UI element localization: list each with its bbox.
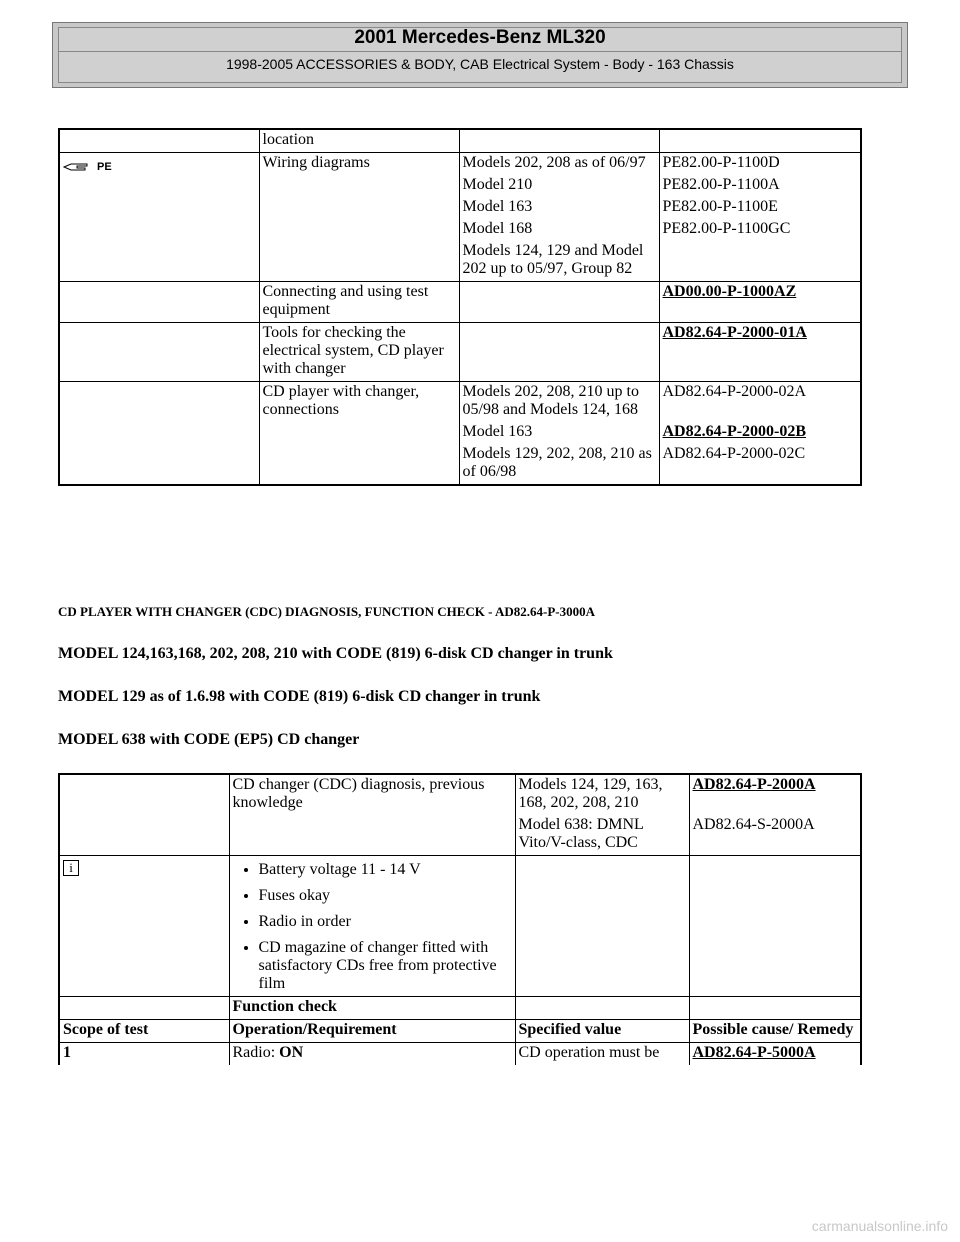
test-equipment-link[interactable]: AD00.00-P-1000AZ xyxy=(659,282,861,323)
model-cell: Model 638: DMNL Vito/V-class, CDC xyxy=(515,815,689,856)
code-cell: AD82.64-P-2000-02A xyxy=(659,382,861,423)
model-heading: MODEL 638 with CODE (EP5) CD changer xyxy=(58,731,360,748)
model-cell: Model 210 xyxy=(459,175,659,197)
tools-link[interactable]: AD82.64-P-2000-01A xyxy=(659,323,861,382)
model-cell: Model 168 xyxy=(459,219,659,241)
test-equipment-label: Connecting and using test equipment xyxy=(259,282,459,323)
header-divider xyxy=(59,51,901,52)
table-row xyxy=(59,129,861,153)
model-cell: Models 124, 129, 163, 168, 202, 208, 210 xyxy=(515,774,689,815)
table-row xyxy=(59,997,861,1020)
table-row xyxy=(59,323,861,382)
list-item: • CD magazine of changer fitted with satisfactory CDs free from protective film xyxy=(259,939,512,993)
operation-cell xyxy=(229,1043,515,1066)
diagnosis-link[interactable]: AD82.64-P-2000A xyxy=(689,774,861,815)
info-icon: i xyxy=(63,860,79,876)
column-header-row xyxy=(59,1020,861,1043)
model-cell: Models 202, 208 as of 06/97 xyxy=(459,153,659,176)
table-row xyxy=(59,1043,861,1066)
column-header: Scope of test xyxy=(59,1020,229,1043)
specified-value-cell: CD operation must be xyxy=(515,1043,689,1066)
pointing-hand-pe-icon xyxy=(63,158,112,176)
pe-label: PE xyxy=(97,161,112,173)
wiring-diagrams-label: Wiring diagrams xyxy=(259,153,459,282)
list-item: • Radio in order xyxy=(259,913,512,931)
code-cell: AD82.64-S-2000A xyxy=(689,815,861,856)
table-row xyxy=(59,153,861,176)
model-cell: Models 202, 208, 210 up to 05/98 and Models 124, 168 xyxy=(459,382,659,423)
operation-prefix: Radio: xyxy=(232,1044,280,1061)
document-subtitle: 1998-2005 ACCESSORIES & BODY, CAB Electrical System - Body - 163 Chassis xyxy=(226,56,734,72)
list-item: • Battery voltage 11 - 14 V xyxy=(259,861,512,879)
connections-link[interactable]: AD82.64-P-2000-02B xyxy=(659,422,861,444)
function-check-table xyxy=(58,773,862,1065)
prerequisites-list xyxy=(233,861,512,993)
table-row xyxy=(59,856,861,997)
model-cell: Models 129, 202, 208, 210 as of 06/98 xyxy=(459,444,659,485)
tools-label: Tools for checking the electrical system, CD player with changer xyxy=(259,323,459,382)
column-header: Specified value xyxy=(515,1020,689,1043)
list-item: • Fuses okay xyxy=(259,887,512,905)
model-heading: MODEL 124,163,168, 202, 208, 210 with CODE (819) 6-disk CD changer in trunk xyxy=(58,645,613,662)
table-row xyxy=(59,774,861,815)
code-cell: PE82.00-P-1100E xyxy=(659,197,861,219)
step-number: 1 xyxy=(59,1043,229,1066)
location-cell: location xyxy=(259,129,459,153)
pe-icon-cell xyxy=(59,153,259,282)
table-row xyxy=(59,282,861,323)
prerequisites-cell xyxy=(229,856,515,997)
model-cell: Model 163 xyxy=(459,422,659,444)
column-header: Operation/Requirement xyxy=(229,1020,515,1043)
function-check-label: Function check xyxy=(229,997,515,1020)
section-heading: CD PLAYER WITH CHANGER (CDC) DIAGNOSIS, FUNCTION CHECK - AD82.64-P-3000A xyxy=(58,604,596,619)
code-cell: AD82.64-P-2000-02C xyxy=(659,444,861,485)
watermark: carmanualsonline.info xyxy=(811,1218,948,1234)
document-header xyxy=(52,22,908,88)
document-title: 2001 Mercedes-Benz ML320 xyxy=(354,27,606,48)
code-cell xyxy=(659,241,861,282)
reference-table xyxy=(58,128,862,486)
diagnosis-label: CD changer (CDC) diagnosis, previous knowledge xyxy=(229,774,515,856)
model-cell: Models 124, 129 and Model 202 up to 05/97, Group 82 xyxy=(459,241,659,282)
remedy-link[interactable]: AD82.64-P-5000A xyxy=(689,1043,861,1066)
code-cell: PE82.00-P-1100D xyxy=(659,153,861,176)
table-row xyxy=(59,382,861,423)
operation-value: ON xyxy=(279,1044,304,1061)
code-cell: PE82.00-P-1100A xyxy=(659,175,861,197)
model-cell: Model 163 xyxy=(459,197,659,219)
code-cell: PE82.00-P-1100GC xyxy=(659,219,861,241)
connections-label: CD player with changer, connections xyxy=(259,382,459,486)
pointing-hand-icon xyxy=(63,161,97,173)
column-header: Possible cause/ Remedy xyxy=(689,1020,861,1043)
model-heading: MODEL 129 as of 1.6.98 with CODE (819) 6-disk CD changer in trunk xyxy=(58,688,541,705)
